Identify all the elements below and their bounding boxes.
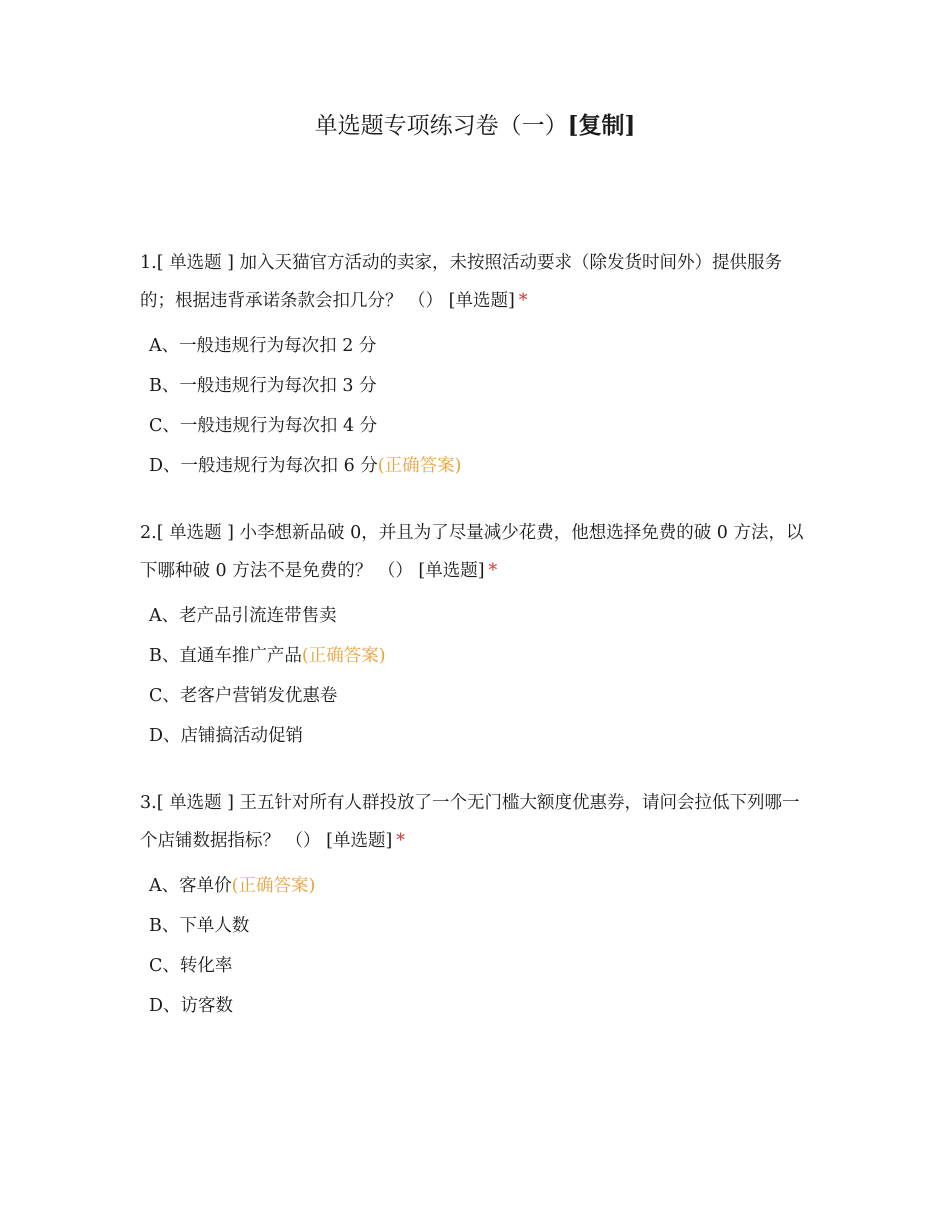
- title-suffix: [复制]: [567, 112, 636, 139]
- option-d[interactable]: [140, 986, 810, 1026]
- option-b[interactable]: [140, 906, 810, 946]
- title-main: 单选题专项练习卷（一）: [314, 113, 568, 139]
- question-1: [140, 244, 810, 486]
- option-label: C、一般违规行为每次扣 4 分: [149, 416, 378, 436]
- option-d[interactable]: [140, 446, 810, 486]
- option-label: D、访客数: [149, 996, 234, 1016]
- required-mark: *: [488, 561, 498, 581]
- correct-answer-tag: (正确答案): [231, 876, 316, 896]
- option-label: B、一般违规行为每次扣 3 分: [149, 376, 377, 396]
- option-label: C、转化率: [149, 956, 233, 976]
- option-label: A、老产品引流连带售卖: [149, 606, 337, 626]
- question-stem: 3.[ 单选题 ] 王五针对所有人群投放了一个无门槛大额度优惠券，请问会拉低下列哪一个店铺数据指标？ （） [单选题]: [140, 793, 800, 851]
- question-list: [140, 244, 810, 1054]
- option-list: [140, 596, 810, 756]
- option-label: A、一般违规行为每次扣 2 分: [149, 336, 377, 356]
- option-label: D、店铺搞活动促销: [149, 726, 304, 746]
- question-text: [140, 244, 810, 320]
- required-mark: *: [518, 291, 528, 311]
- question-2: [140, 514, 810, 756]
- option-label: C、老客户营销发优惠卷: [149, 686, 338, 706]
- option-a[interactable]: [140, 866, 810, 906]
- option-b[interactable]: [140, 366, 810, 406]
- question-stem: 2.[ 单选题 ] 小李想新品破 0，并且为了尽量减少花费，他想选择免费的破 0 方法，以下哪种破 0 方法不是免费的？ （） [单选题]: [140, 523, 804, 581]
- correct-answer-tag: (正确答案): [301, 646, 386, 666]
- document-title: [0, 108, 950, 144]
- option-label: A、客单价: [149, 876, 232, 896]
- option-label: D、一般违规行为每次扣 6 分: [149, 456, 378, 476]
- option-b[interactable]: [140, 636, 810, 676]
- option-c[interactable]: [140, 946, 810, 986]
- option-list: [140, 326, 810, 486]
- option-list: [140, 866, 810, 1026]
- option-d[interactable]: [140, 716, 810, 756]
- correct-answer-tag: (正确答案): [377, 456, 462, 476]
- option-label: B、下单人数: [149, 916, 250, 936]
- option-label: B、直通车推广产品: [149, 646, 302, 666]
- question-3: [140, 784, 810, 1026]
- question-text: [140, 784, 810, 860]
- option-c[interactable]: [140, 406, 810, 446]
- question-text: [140, 514, 810, 590]
- required-mark: *: [396, 831, 406, 851]
- option-a[interactable]: [140, 596, 810, 636]
- option-a[interactable]: [140, 326, 810, 366]
- question-stem: 1.[ 单选题 ] 加入天猫官方活动的卖家，未按照活动要求（除发货时间外）提供服务的；根据违背承诺条款会扣几分？ （） [单选题]: [140, 253, 783, 311]
- option-c[interactable]: [140, 676, 810, 716]
